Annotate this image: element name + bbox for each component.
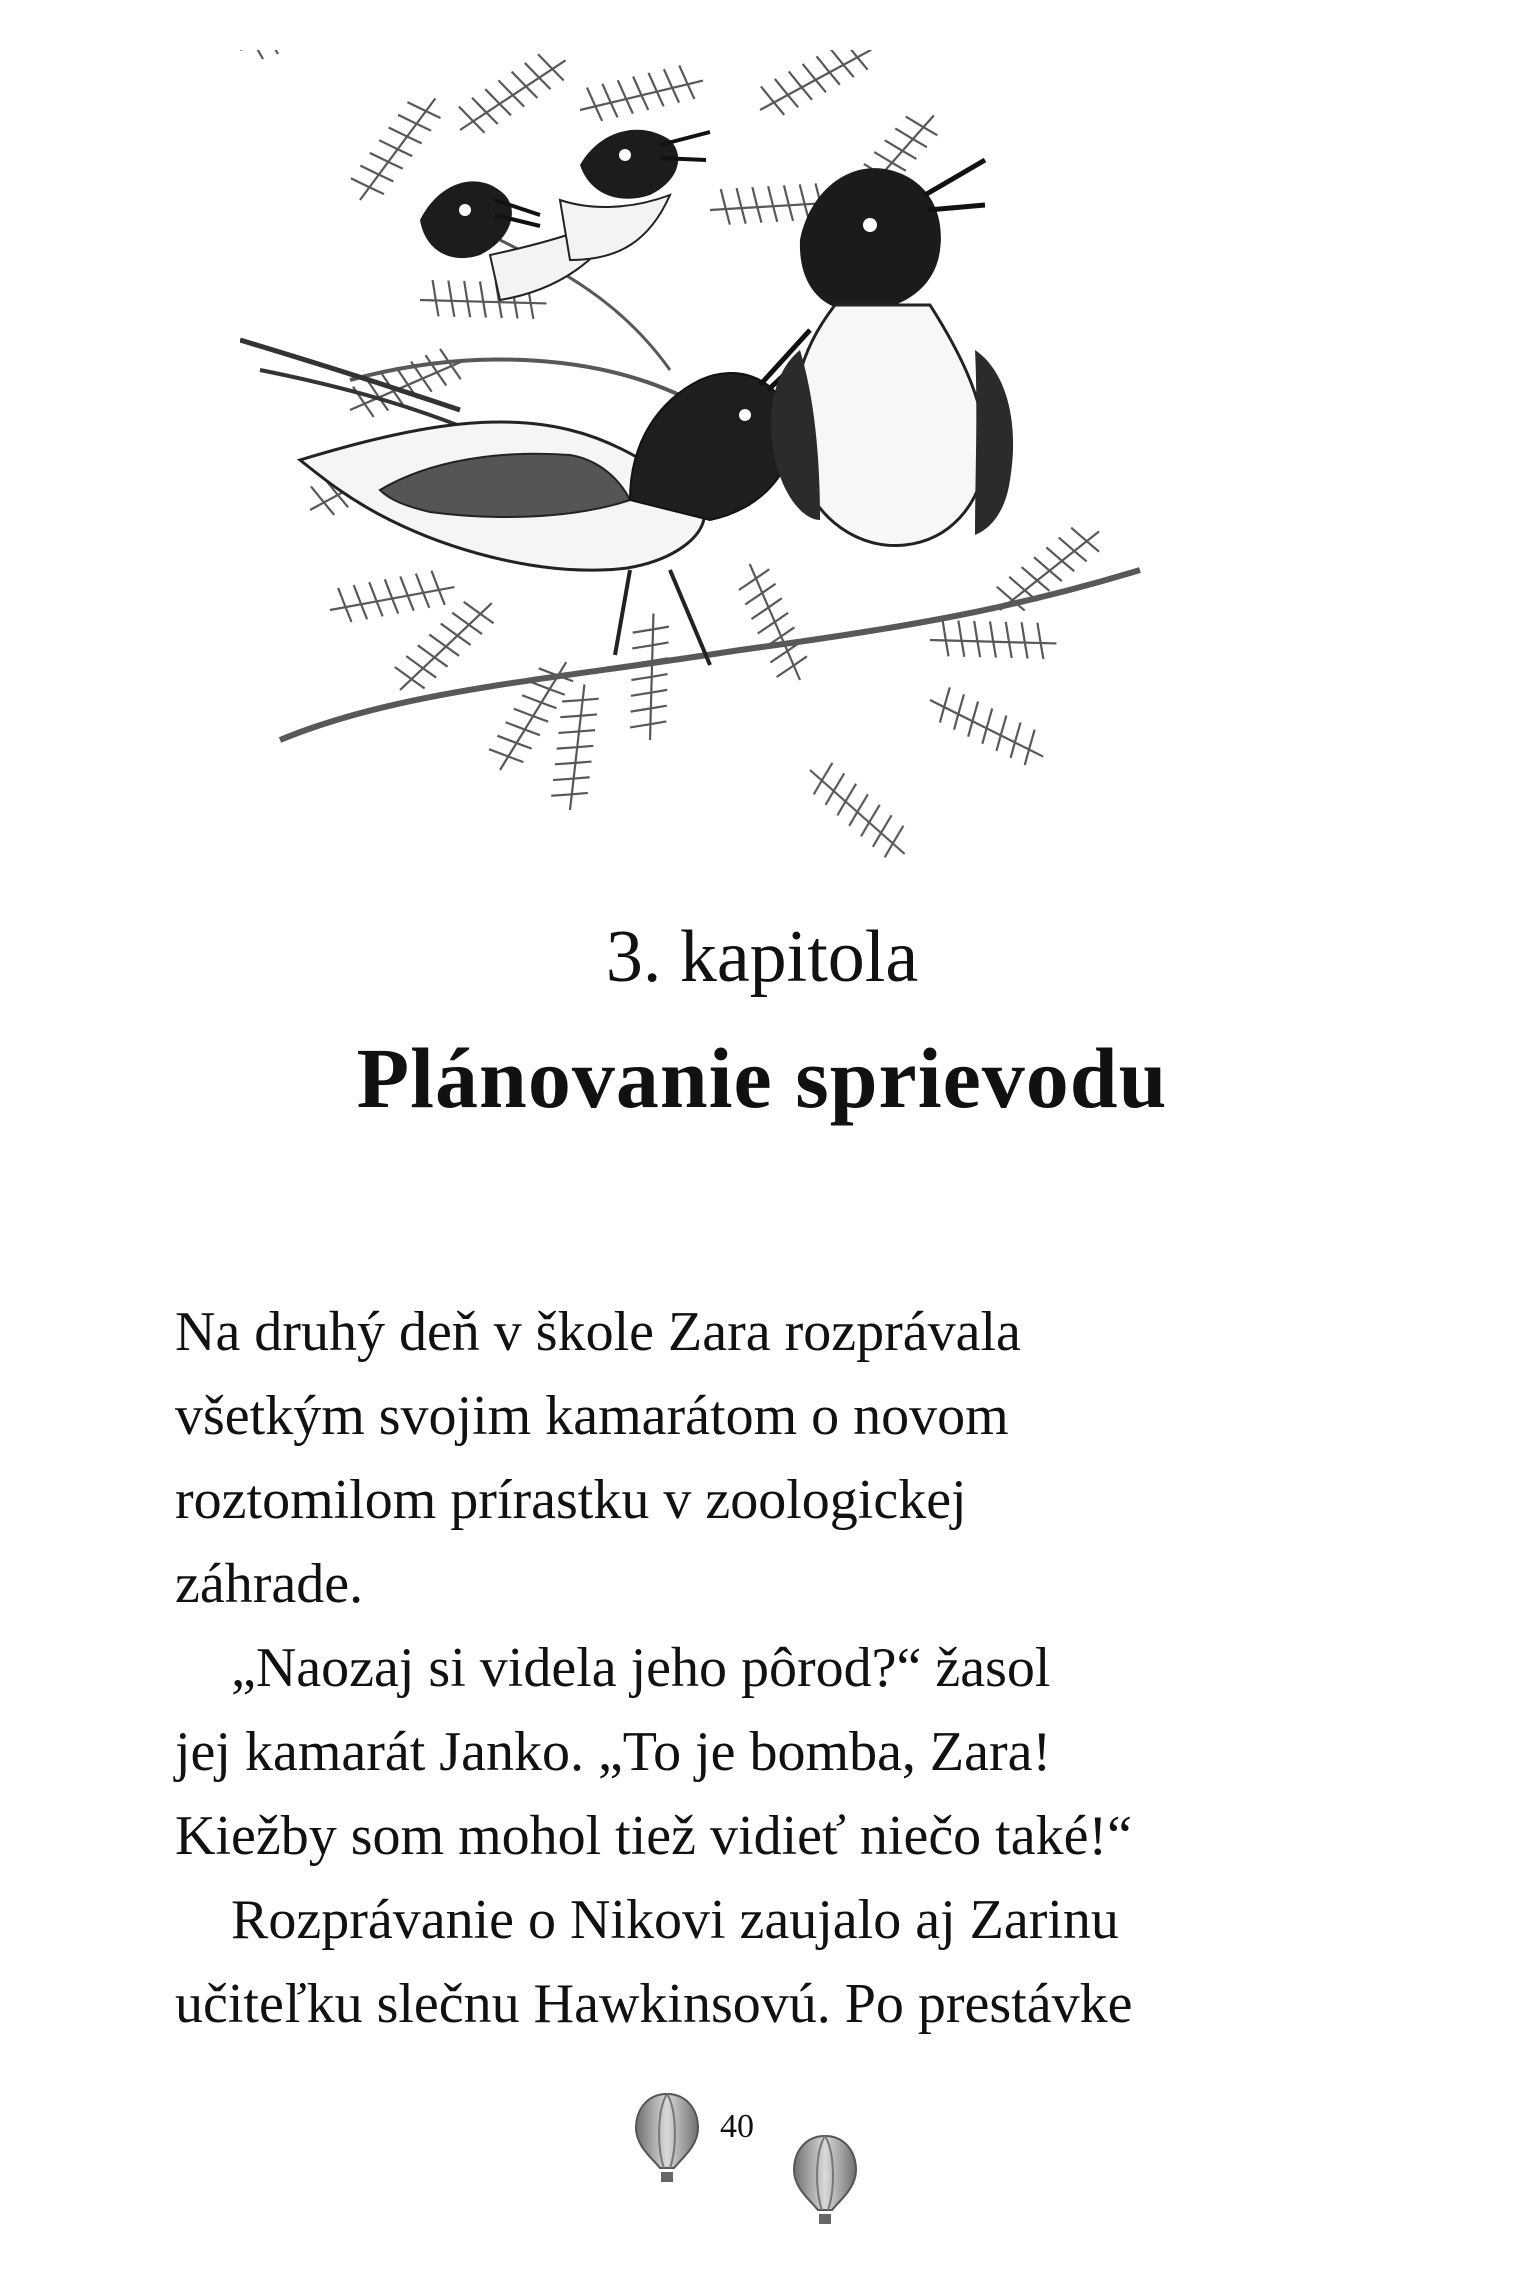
text-line: Rozprávanie o Nikovi zaujalo aj Zarinu bbox=[231, 1889, 1119, 1951]
text-line: „Naozaj si videla jeho pôrod?“ žasol bbox=[231, 1637, 1051, 1699]
text-line: Na druhý deň v škole Zara rozprávala bbox=[175, 1301, 1021, 1363]
text-line: všetkým svojim kamarátom o novom bbox=[175, 1385, 1009, 1447]
bird-left bbox=[240, 330, 810, 665]
page-number: 40 bbox=[720, 2108, 754, 2145]
text-line: Kiežby som mohol tiež vidieť niečo také!“ bbox=[175, 1805, 1132, 1867]
illustration bbox=[240, 50, 1220, 860]
hot-air-balloon-icon bbox=[632, 2090, 702, 2190]
birds-on-branch-icon bbox=[240, 50, 1220, 860]
hot-air-balloon-icon bbox=[790, 2132, 860, 2232]
text-line: roztomilom prírastku v zoologickej bbox=[175, 1469, 967, 1531]
body-text bbox=[175, 1290, 1355, 2046]
text-line: záhrade. bbox=[175, 1553, 364, 1615]
chapter-number: 3. kapitola bbox=[605, 916, 919, 998]
chapter-title: Plánovanie sprievodu bbox=[356, 1030, 1168, 1126]
text-line: učiteľku slečnu Hawkinsovú. Po prestávke bbox=[175, 1973, 1133, 2035]
page-footer bbox=[0, 2090, 1524, 2230]
bird-back-right bbox=[560, 130, 710, 260]
bird-right bbox=[771, 160, 1013, 546]
text-line: jej kamarát Janko. „To je bomba, Zara! bbox=[175, 1721, 1052, 1783]
